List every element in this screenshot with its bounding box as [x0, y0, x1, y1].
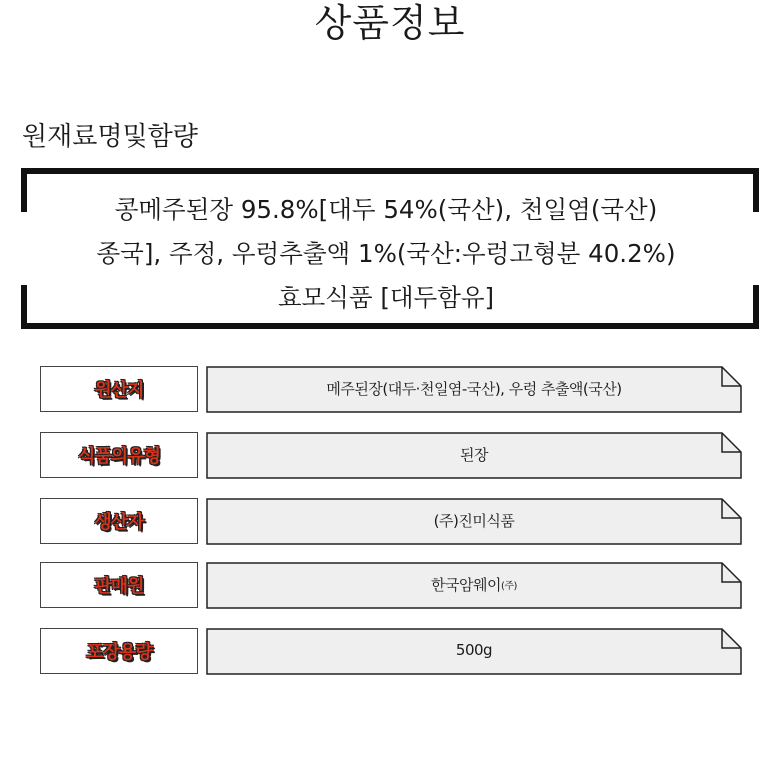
ingredients-line-1: 콩메주된장 95.8%[대두 54%(국산), 천일염(국산) — [114, 195, 658, 224]
seller-label-box — [40, 562, 198, 608]
capacity-label: 포장용량 — [86, 642, 152, 663]
capacity-label-box — [40, 628, 198, 674]
food-type-label-box — [40, 432, 198, 478]
ingredients-heading: 원재료명및함량 — [22, 122, 198, 152]
origin-value: 메주된장(대두·천일염-국산), 우렁 추출액(국산) — [326, 379, 622, 398]
origin-label-box — [40, 366, 198, 412]
info-row-capacity — [40, 628, 742, 676]
producer-value: (주)진미식품 — [433, 511, 515, 530]
seller-label: 판매원 — [94, 576, 144, 597]
origin-label: 원산지 — [94, 380, 144, 401]
producer-label: 생산자 — [94, 512, 144, 533]
ingredients-text — [27, 188, 745, 320]
food-type-value: 된장 — [460, 445, 488, 464]
info-row-origin — [40, 366, 742, 414]
producer-label-box — [40, 498, 198, 544]
ingredients-line-2: 종국], 주정, 우렁추출액 1%(국산:우렁고형분 40.2%) — [96, 239, 676, 268]
capacity-value: 500g — [455, 641, 493, 659]
info-row-producer — [40, 498, 742, 546]
food-type-label: 식품의유형 — [78, 446, 160, 467]
ingredients-box — [21, 168, 751, 329]
info-row-seller — [40, 562, 742, 610]
seller-suffix: (주) — [500, 580, 517, 592]
info-row-food-type — [40, 432, 742, 480]
seller-value: 한국암웨이 (주) — [431, 575, 517, 594]
page-title: 상품정보 — [314, 1, 466, 45]
ingredients-line-3: 효모식품 [대두함유] — [277, 283, 495, 312]
